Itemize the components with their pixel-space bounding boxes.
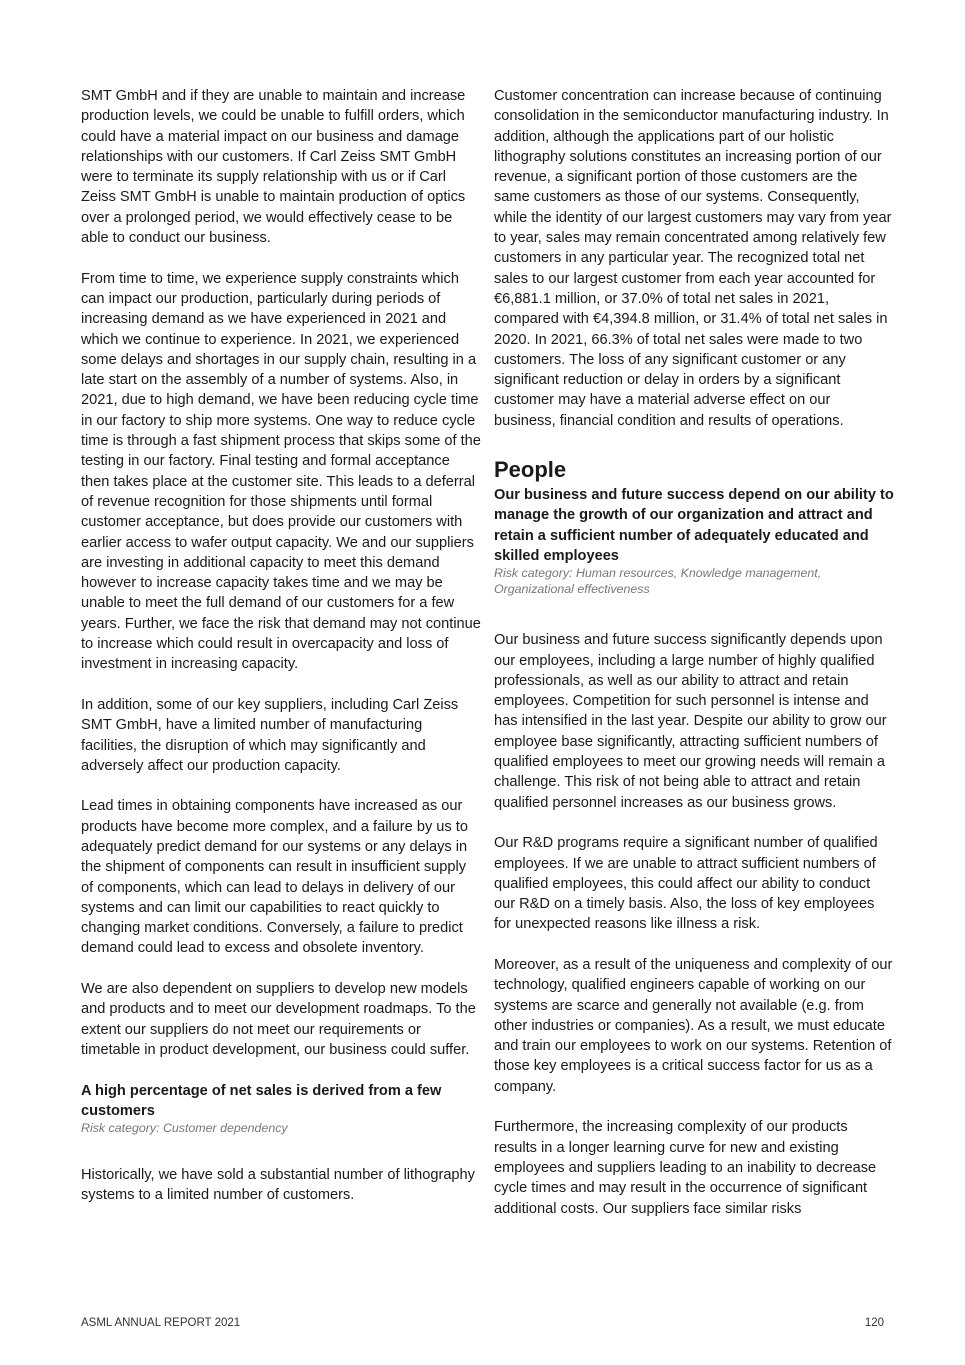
section-title: People xyxy=(494,457,567,483)
body-paragraph: SMT GmbH and if they are unable to maintain and increase production levels, we could be unable to fulfill orders, which could have a material impact on our business and damage relationships with our customers. If Carl Zeiss SMT GmbH were to terminate its supply relationship with us or if Carl Zeiss SMT GmbH is unable to maintain production of optics over a prolonged period, we would effectively cease to be able to conduct our business. xyxy=(81,88,466,247)
body-paragraph: Moreover, as a result of the uniqueness and complexity of our technology, qualified engineers capable of working on our systems are scarce and generally not available (e.g. from other industries or companies). As a result, we must educate and train our employees to work on our systems. Retention of those key employees is a critical success factor for us as a company. xyxy=(494,956,893,1095)
body-paragraph: In addition, some of our key suppliers, including Carl Zeiss SMT GmbH, have a limited number of manufacturing facilities, the disruption of which may significantly and adversely affect our production capacity. xyxy=(81,696,459,774)
risk-category: Risk category: Human resources, Knowledge management, Organizational effectiveness xyxy=(494,566,822,596)
body-paragraph: Our business and future success significantly depends upon our employees, including a large number of highly qualified professionals, as well as our ability to attract and retain employees. Competition for such personnel is intense and has intensified in the last year. Despite our ability to grow our employee base significantly, attracting sufficient numbers of qualified employees to meet our growing needs will remain a challenge. This risk of not being able to attract and retain qualified personnel increases as our business grows. xyxy=(494,632,887,811)
body-paragraph: We are also dependent on suppliers to develop new models and products and to meet our development roadmaps. To the extent our suppliers do not meet our requirements or timetable in product development, our business could suffer. xyxy=(81,981,476,1058)
page-number: 120 xyxy=(864,1317,884,1329)
body-paragraph: Customer concentration can increase because of continuing consolidation in the semiconductor manufacturing industry. In addition, although the applications part of our holistic lithography solutions constitutes an increasing portion of our revenue, a significant portion of those customers are the same customers as those of our systems. Consequently, while the identity of our largest customers may vary from year to year, sales may remain concentrated among relatively few customers in any particular year. The recognized total net sales to our largest customer from each year accounted for €6,881.1 million, or 37.0% of total net sales in 2021, compared with €4,394.8 million, or 31.4% of total net sales in 2020. In 2021, 66.3% of total net sales were made to two customers. The loss of any significant customer or any significant reduction or delay in orders by a significant customer may have a material adverse effect on our business, financial condition and results of operations. xyxy=(494,88,892,429)
risk-heading: A high percentage of net sales is derived from a few customers xyxy=(81,1082,442,1119)
body-paragraph: From time to time, we experience supply constraints which can impact our production, particularly during periods of increasing demand as we have experienced in 2021 and which we continue to experience. In 2021, we experienced some delays and shortages in our supply chain, resulting in a late start on the assembly of a number of systems. Also, in 2021, due to high demand, we have been reducing cycle time in our factory to ship more systems. One way to reduce cycle time is through a fast shipment process that skips some of the testing in our factory. Final testing and formal acceptance then takes place at the customer site. This leads to a deferral of revenue recognition for those shipments until formal customer acceptance, but does provide our customers with earlier access to wafer output capacity. We and our suppliers are investing in additional capacity to meet this demand however to increase capacity takes time and we may be unable to meet the full demand of our customers for a few years. Further, we face the risk that demand may not continue to increase which could result in overcapacity and loss of investment in increasing capacity. xyxy=(81,270,481,673)
footer-report-title: ASML ANNUAL REPORT 2021 xyxy=(81,1317,241,1329)
body-paragraph: Historically, we have sold a substantial number of lithography systems to a limited number of customers. xyxy=(81,1166,475,1203)
risk-category: Risk category: Customer dependency xyxy=(81,1121,288,1136)
left-column xyxy=(81,86,481,1226)
risk-heading: Our business and future success depend on our ability to manage the growth of our organization and attract and retain a sufficient number of adequately educated and skilled employees xyxy=(494,487,894,564)
right-column xyxy=(494,86,894,1239)
body-paragraph: Our R&D programs require a significant number of qualified employees. If we are unable to attract sufficient numbers of qualified employees, this could affect our ability to conduct our R&D on a timely basis. Also, the loss of key employees for unexpected reasons like illness a risk. xyxy=(494,835,878,933)
body-paragraph: Furthermore, the increasing complexity of our products results in a longer learning curve for new and existing employees and suppliers leading to an inability to decrease cycle times and may result in the occurrence of significant additional costs. Our suppliers face similar risks xyxy=(494,1119,877,1217)
body-paragraph: Lead times in obtaining components have increased as our products have become more complex, and a failure by us to adequately predict demand for our systems or any delays in the shipment of components can result in insufficient supply of components, which can lead to delays in delivery of our systems and can limit our capabilities to react quickly to changing market conditions. Conversely, a failure to predict demand could lead to excess and obsolete inventory. xyxy=(81,798,468,957)
